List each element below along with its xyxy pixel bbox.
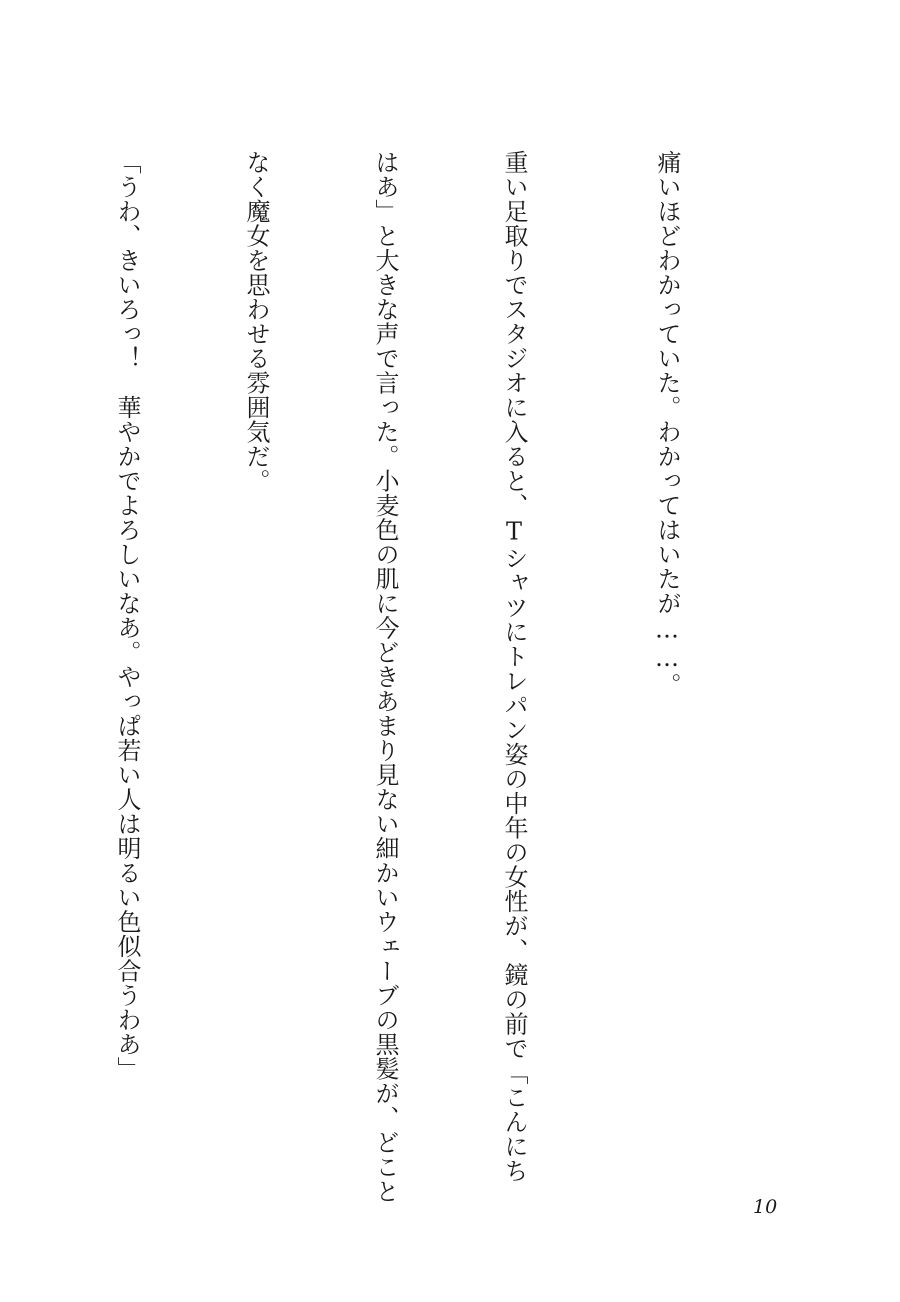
text-line-5: 「うわ、きいろっ！ 華やかでよろしいなあ。やっぱ若い人は明るい色似合うわあ」	[113, 150, 141, 1081]
body-text	[0, 150, 774, 1204]
text-line-4: なく魔女を思わせる雰囲気だ。	[242, 150, 270, 493]
text-line-2: 重い足取りでスタジオに入ると、Tシャツにトレパン姿の中年の女性が、鏡の前で「こんにち	[500, 150, 528, 1183]
text-line-6	[0, 150, 19, 1150]
text-line-1: 痛いほどわかっていた。わかってはいたが……。	[653, 150, 681, 697]
text-line-3: はあ」と大きな声で言った。小麦色の肌に今どきあまり見ない細かいウェーブの黒髪が、どこと	[371, 150, 399, 1204]
page-number: 10	[753, 1196, 778, 1218]
